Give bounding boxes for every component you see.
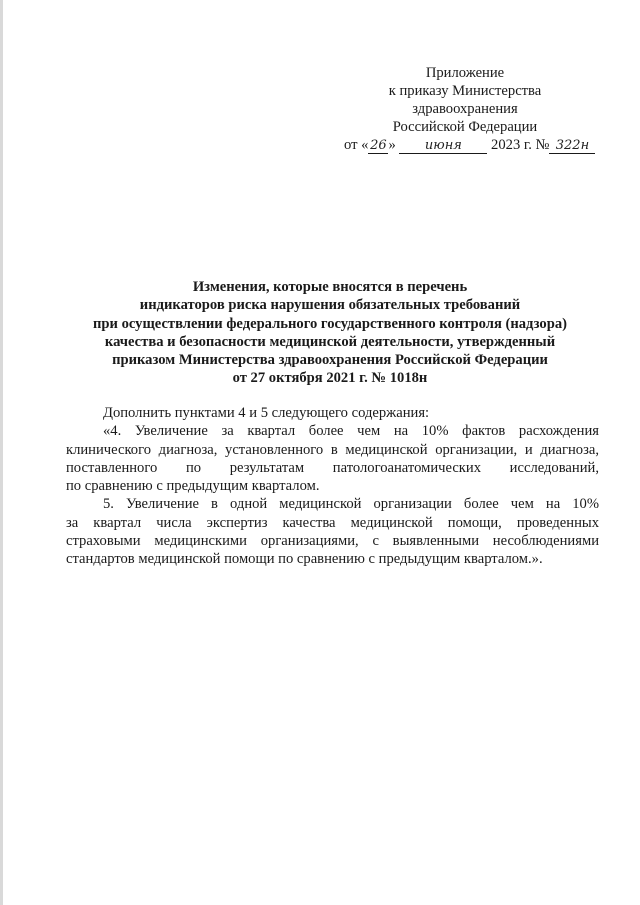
date-mid: » bbox=[388, 137, 396, 153]
handwritten-month: июня bbox=[399, 138, 487, 154]
title-line-6: от 27 октября 2021 г. № 1018н bbox=[232, 370, 428, 387]
title-line-1: Изменения, которые вносятся в перечень bbox=[192, 279, 468, 295]
document-title bbox=[60, 278, 600, 388]
item-4-line-4: по сравнению с предыдущим кварталом. bbox=[66, 478, 320, 495]
handwritten-day: 26 bbox=[370, 138, 387, 153]
intro-paragraph: Дополнить пунктами 4 и 5 следующего содержания: bbox=[103, 405, 430, 421]
item-4-line-3: поставленного по результатам патологоанатомических исследований, bbox=[66, 459, 599, 476]
item-5-paragraph bbox=[66, 495, 599, 568]
item-5-line-1: 5. Увеличение в одной медицинской организации более чем на 10% bbox=[103, 496, 599, 513]
title-line-2: индикаторов риска нарушения обязательных требований bbox=[139, 297, 521, 314]
item-4-paragraph bbox=[66, 422, 599, 495]
item-4-line-1: «4. Увеличение за квартал более чем на 10% фактов расхождения bbox=[103, 423, 599, 440]
appendix-line-4: Российской Федерации bbox=[392, 119, 538, 135]
title-line-3: при осуществлении федерального государственного контроля (надзора) bbox=[93, 315, 567, 332]
title-line-5: приказом Министерства здравоохранения Российской Федерации bbox=[112, 352, 548, 369]
handwritten-order-number: 322н bbox=[549, 138, 595, 154]
item-5-line-4: стандартов медицинской помощи по сравнению с предыдущим кварталом.». bbox=[66, 551, 543, 568]
appendix-header bbox=[330, 64, 600, 154]
item-5-line-3: страховыми медицинскими организациями, с выявленными несоблюдениями bbox=[66, 533, 599, 550]
item-4-line-2: клинического диагноза, установленного в медицинской организации, и диагноза, bbox=[66, 441, 599, 458]
document-body bbox=[66, 404, 599, 569]
date-year: 2023 г. № bbox=[491, 137, 550, 153]
title-line-4: качества и безопасности медицинской деятельности, утвержденный bbox=[104, 333, 556, 350]
appendix-line-1: Приложение bbox=[425, 65, 505, 81]
appendix-line-2: к приказу Министерства bbox=[388, 83, 542, 99]
page-edge bbox=[0, 0, 3, 905]
item-5-line-2: за квартал числа экспертиз качества медицинской помощи, проведенных bbox=[66, 514, 599, 531]
appendix-line-3: здравоохранения bbox=[412, 101, 518, 117]
date-prefix: от « bbox=[344, 137, 369, 153]
appendix-date-line bbox=[330, 136, 600, 154]
